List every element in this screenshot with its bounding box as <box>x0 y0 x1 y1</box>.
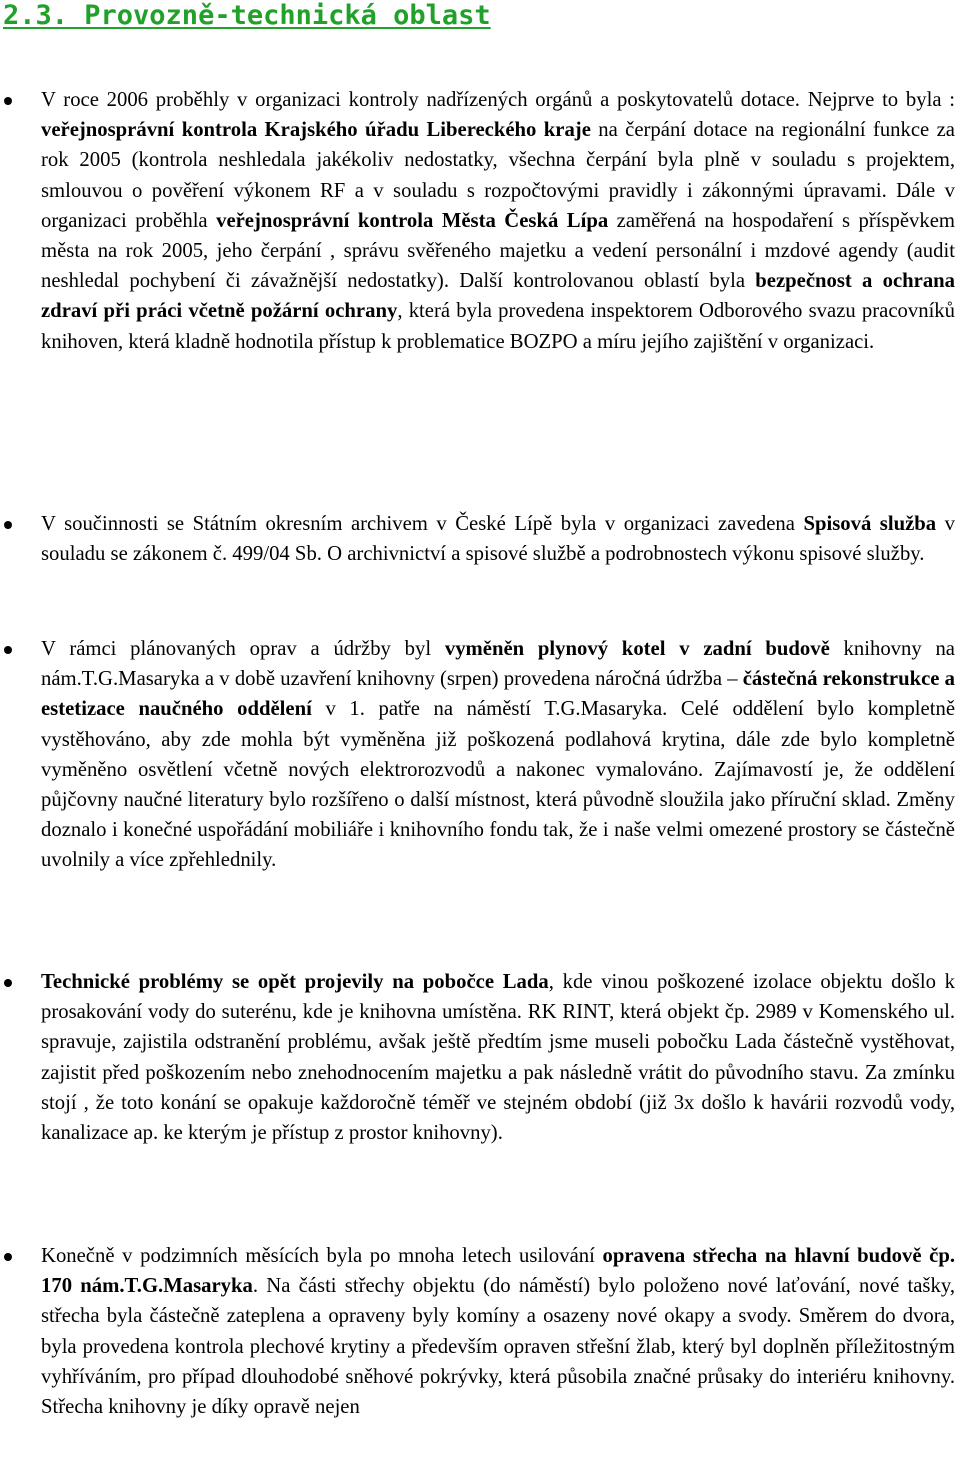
bold-text: Technické problémy se opět projevily na pobočce Lada <box>41 971 549 993</box>
bullet-icon <box>4 521 12 529</box>
text-run: , kde vinou poškozené izolace objektu došlo k prosakování vody do suterénu, kde je knihovna umístěna. RK RINT, která objekt čp. 2989 v Komenského ul. spravuje, zajistila odstranění problému, avšak ještě předtím jsme museli pobočku Lada částečně vystěhovat, zajistit před poškozením nebo znehodnocením majetku a pak následně vrátit do původního stavu. Za zmínku stojí , že toto konání se opakuje každoročně téměř ve stejném období (již 3x došlo k havárii rozvodů vody, kanalizace ap. ke kterým je přístup z prostor knihovny). <box>41 971 955 1145</box>
text-run: knihovny na nám.T.G.Masaryka a v době uzavření knihovny (srpen) provedena náročná údržba – <box>41 638 955 691</box>
paragraph-repairs <box>41 634 955 876</box>
bold-text: vyměněn plynový kotel v zadní budově <box>444 638 830 660</box>
paragraph-lada-branch <box>41 967 955 1148</box>
bold-text: bezpečnost a ochrana zdraví při práci včetně požární ochrany <box>41 270 956 323</box>
text-run: Konečně v podzimních měsících byla po mnoha letech usilování <box>41 1245 603 1267</box>
paragraph-inspections <box>41 85 955 357</box>
text-run: na čerpání dotace na regionální funkce za rok 2005 (kontrola neshledala jakékoliv nedostatky, všechna čerpání byla plně v souladu s projektem, smlouvou o pověření výkonem RF a v souladu s rozpočtovými pravidly i zákonnými úpravami. Dále v organizaci proběhla <box>41 119 955 232</box>
bold-text: veřejnosprávní kontrola Města Česká Lípa <box>216 209 609 232</box>
text-run: v 1. patře na náměstí T.G.Masaryka. Celé oddělení bylo kompletně vystěhováno, aby zde mohla být vyměněna již poškozená podlahová krytina, dále zde bylo kompletně vyměněno osvětlení včetně nových elektrorozvodů a nakonec vymalováno. Zajímavostí je, že oddělení půjčovny naučné literatury bylo rozšířeno o další místnost, která původně sloužila jako příruční sklad. Změny doznalo i konečné uspořádání mobiliáře i knihovního fondu tak, že i naše velmi omezené prostory se částečně uvolnily a více zpřehlednily. <box>41 698 955 872</box>
bold-text: částečná rekonstrukce a estetizace naučného oddělení <box>41 668 955 721</box>
text-run: V součinnosti se Státním okresním archivem v České Lípě byla v organizaci zavedena <box>41 513 804 535</box>
bullet-icon <box>4 1253 12 1261</box>
text-run: v souladu se zákonem č. 499/04 Sb. O archivnictví a spisové službě a podrobnostech výkonu spisové služby. <box>41 513 955 566</box>
bold-text: veřejnosprávní kontrola Krajského úřadu Libereckého kraje <box>41 119 591 142</box>
text-run: zaměřená na hospodaření s příspěvkem města na rok 2005, jeho čerpání , správu svěřeného majetku a vedení personální i mzdové agendy (audit neshledal pochybení či závažnější nedostatky). Další kontrolovanou oblastí byla <box>41 209 955 293</box>
bullet-icon <box>4 646 12 654</box>
paragraph-filing-service <box>41 509 955 569</box>
section-heading: 2.3. Provozně-technická oblast <box>3 0 491 31</box>
bullet-icon <box>4 97 12 105</box>
text-run: V roce 2006 proběhly v organizaci kontroly nadřízených orgánů a poskytovatelů dotace. Nejprve to byla : <box>41 89 955 111</box>
text-run: V rámci plánovaných oprav a údržby byl <box>41 638 445 660</box>
bold-text: opravena střecha na hlavní budově čp. 170 nám.T.G.Masaryka <box>41 1245 956 1298</box>
text-run: . Na části střechy objektu (do náměstí) bylo položeno nové laťování, nové tašky, střecha byla částečně zateplena a opraveny byly komíny a osazeny nové okapy a svody. Směrem do dvora, byla provedena kontrola plechové krytiny a především opraven střešní žlab, který byl doplněn příležitostným vyhříváním, pro případ dlouhodobé sněhové pokrývky, která působila značné průsaky do interiéru knihovny. Střecha knihovny je díky opravě nejen <box>41 1275 955 1419</box>
text-run: , která byla provedena inspektorem Odborového svazu pracovníků knihoven, která kladně hodnotila přístup k problematice BOZPO a míru jejího zajištění v organizaci. <box>41 300 955 353</box>
paragraph-roof-repair <box>41 1241 955 1422</box>
bold-text: Spisová služba <box>803 513 937 535</box>
bullet-icon <box>4 979 12 987</box>
